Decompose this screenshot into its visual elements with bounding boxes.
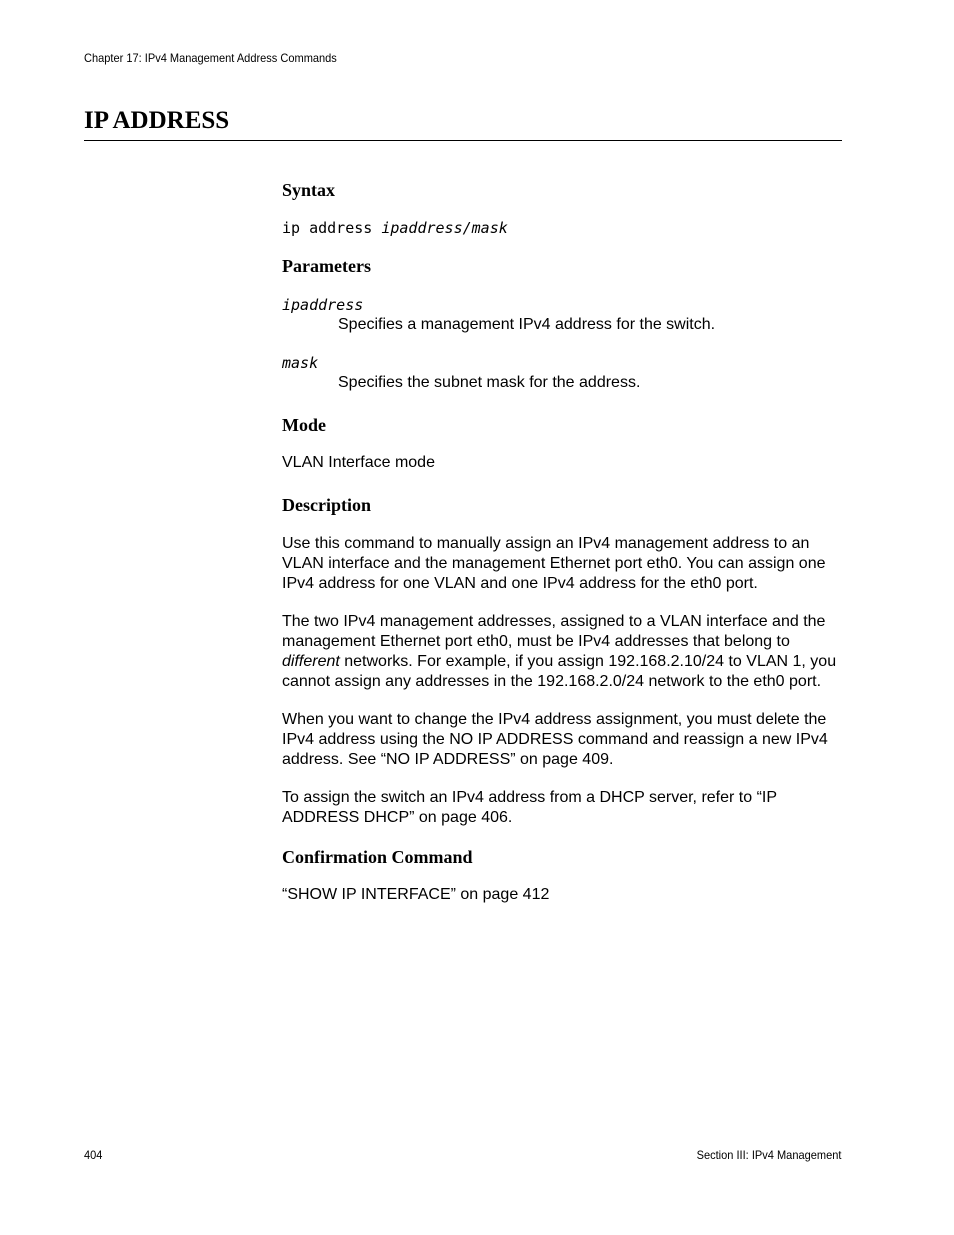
description-paragraph-2 — [282, 612, 844, 692]
running-header: Chapter 17: IPv4 Management Address Commands — [84, 51, 337, 65]
parameter-item-mask — [282, 353, 844, 393]
parameter-description: Specifies a management IPv4 address for the switch. — [338, 316, 716, 333]
description-paragraph-3: When you want to change the IPv4 address assignment, you must delete the IPv4 address using the NO IP ADDRESS command and reassign a new IPv4 address. See “NO IP ADDRESS” on page 409. — [282, 711, 828, 768]
page-number: 404 — [84, 1148, 103, 1162]
mode-heading: Mode — [282, 415, 326, 435]
syntax-command-text: ip address — [282, 219, 382, 237]
confirmation-command-link[interactable]: “SHOW IP INTERFACE” on page 412 — [282, 886, 550, 903]
parameter-name: mask — [282, 354, 319, 372]
emphasis-text: different — [282, 653, 340, 670]
page-title: IP ADDRESS — [84, 106, 842, 141]
paragraph-text: networks. For example, if you assign 192.168.2.10/24 to VLAN 1, you cannot assign any addresses in the 192.168.2.0/24 network to the eth0 port. — [282, 653, 837, 690]
syntax-heading: Syntax — [282, 180, 336, 200]
syntax-argument: ipaddress/mask — [381, 219, 508, 237]
description-heading: Description — [282, 495, 371, 515]
description-paragraph-1: Use this command to manually assign an IPv4 management address to an VLAN interface and the management Ethernet port eth0. You can assign one IPv4 address for one VLAN and one IPv4 address for the eth0 port. — [282, 535, 826, 592]
syntax-command — [282, 218, 844, 238]
confirmation-heading: Confirmation Command — [282, 847, 473, 867]
main-content — [282, 179, 844, 905]
parameters-heading: Parameters — [282, 256, 371, 276]
description-paragraph-4: To assign the switch an IPv4 address from a DHCP server, refer to “IP ADDRESS DHCP” on page 406. — [282, 789, 777, 826]
parameter-name: ipaddress — [282, 296, 364, 314]
paragraph-text: The two IPv4 management addresses, assigned to a VLAN interface and the management Ethernet port eth0, must be IPv4 addresses that belong to — [282, 613, 826, 650]
running-footer-section: Section III: IPv4 Management — [696, 1148, 841, 1162]
mode-text: VLAN Interface mode — [282, 454, 435, 471]
parameter-description: Specifies the subnet mask for the address. — [338, 374, 641, 391]
parameter-item-ipaddress — [282, 295, 844, 335]
